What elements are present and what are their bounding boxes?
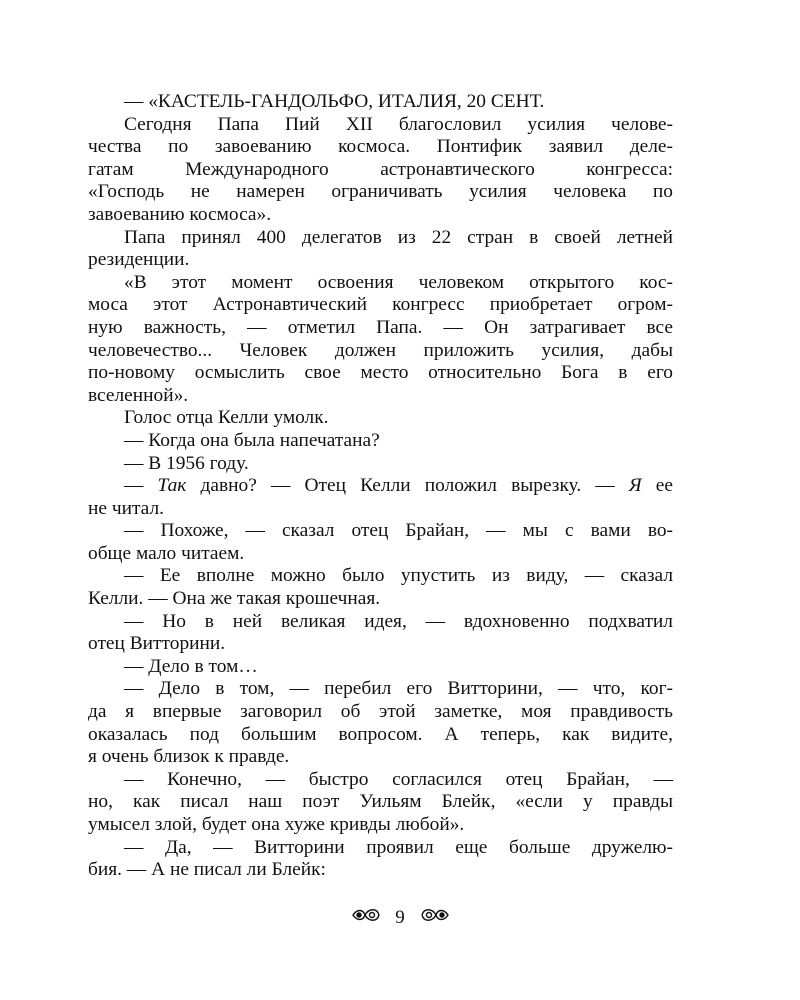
text-line: обще мало читаем.	[88, 542, 245, 564]
text-line: бия. — А не писал ли Блейк:	[88, 859, 326, 881]
text-line: — Конечно, — быстро согласился отец Брайан, —	[124, 768, 673, 790]
text-line: гатам Международного астронавтического конгресса:	[88, 158, 673, 180]
text-line: — В 1956 году.	[124, 452, 249, 474]
text-line: вселенной».	[88, 384, 189, 406]
text-line: резиденции.	[88, 249, 190, 271]
page-footer	[0, 905, 800, 931]
text-line: человечество... Человек должен приложить усилия, дабы	[88, 339, 673, 361]
body-text	[88, 91, 673, 882]
text-line: по-новому осмыслить свое место относительно Бога в его	[88, 362, 673, 384]
text-line: — Дело в том…	[124, 655, 258, 677]
text-line: Келли. — Она же такая крошечная.	[88, 588, 381, 610]
text-segment: —	[124, 475, 158, 497]
text-line	[88, 475, 673, 498]
text-line: «Господь не намерен ограничивать усилия человека по	[88, 181, 673, 203]
floral-ornament-icon	[420, 905, 450, 931]
text-line: ную важность, — отметил Папа. — Он затрагивает все	[88, 316, 673, 338]
text-line: завоеванию космоса».	[88, 203, 272, 225]
text-line: — Да, — Витторини проявил еще больше дружелю-	[124, 836, 673, 858]
floral-ornament-icon	[351, 905, 381, 931]
text-segment: давно? — Отец Келли положил вырезку. —	[186, 475, 629, 497]
text-line: Сегодня Папа Пий XII благословил усилия челове-	[124, 113, 673, 135]
text-line: не читал.	[88, 497, 164, 519]
text-line: чества по завоеванию космоса. Понтифик заявил деле-	[88, 136, 673, 158]
text-line: — «КАСТЕЛЬ-ГАНДОЛЬФО, ИТАЛИЯ, 20 СЕНТ.	[124, 91, 545, 112]
text-line: Папа принял 400 делегатов из 22 стран в своей летней	[124, 226, 673, 248]
text-line: умысел злой, будет она хуже кривды любой».	[88, 814, 465, 835]
text-line: да я впервые заговорил об этой заметке, моя правдивость	[88, 701, 673, 723]
italic-text: Я	[628, 475, 642, 497]
page-number: 9	[395, 907, 405, 928]
text-line: — Когда она была напечатана?	[124, 429, 380, 451]
text-line: «В этот момент освоения человеком открытого кос-	[124, 271, 673, 293]
text-line: я очень близок к правде.	[88, 746, 290, 768]
text-line: отец Витторини.	[88, 633, 226, 655]
text-line: — Дело в том, — перебил его Витторини, — что, ког-	[124, 678, 673, 700]
text-line: — Похоже, — сказал отец Брайан, — мы с вами во-	[124, 520, 673, 542]
text-line: — Но в ней великая идея, — вдохновенно подхватил	[124, 610, 673, 632]
text-line: оказалась под большим вопросом. А теперь, как видите,	[88, 723, 673, 745]
text-line: моса этот Астронавтический конгресс приобретает огром-	[88, 294, 673, 316]
text-line: но, как писал наш поэт Уильям Блейк, «если у правды	[88, 791, 673, 813]
text-segment: ее	[641, 475, 673, 497]
italic-text: Так	[157, 475, 187, 497]
text-line: Голос отца Келли умолк.	[124, 407, 329, 429]
text-line: — Ее вполне можно было упустить из виду, — сказал	[124, 565, 673, 587]
